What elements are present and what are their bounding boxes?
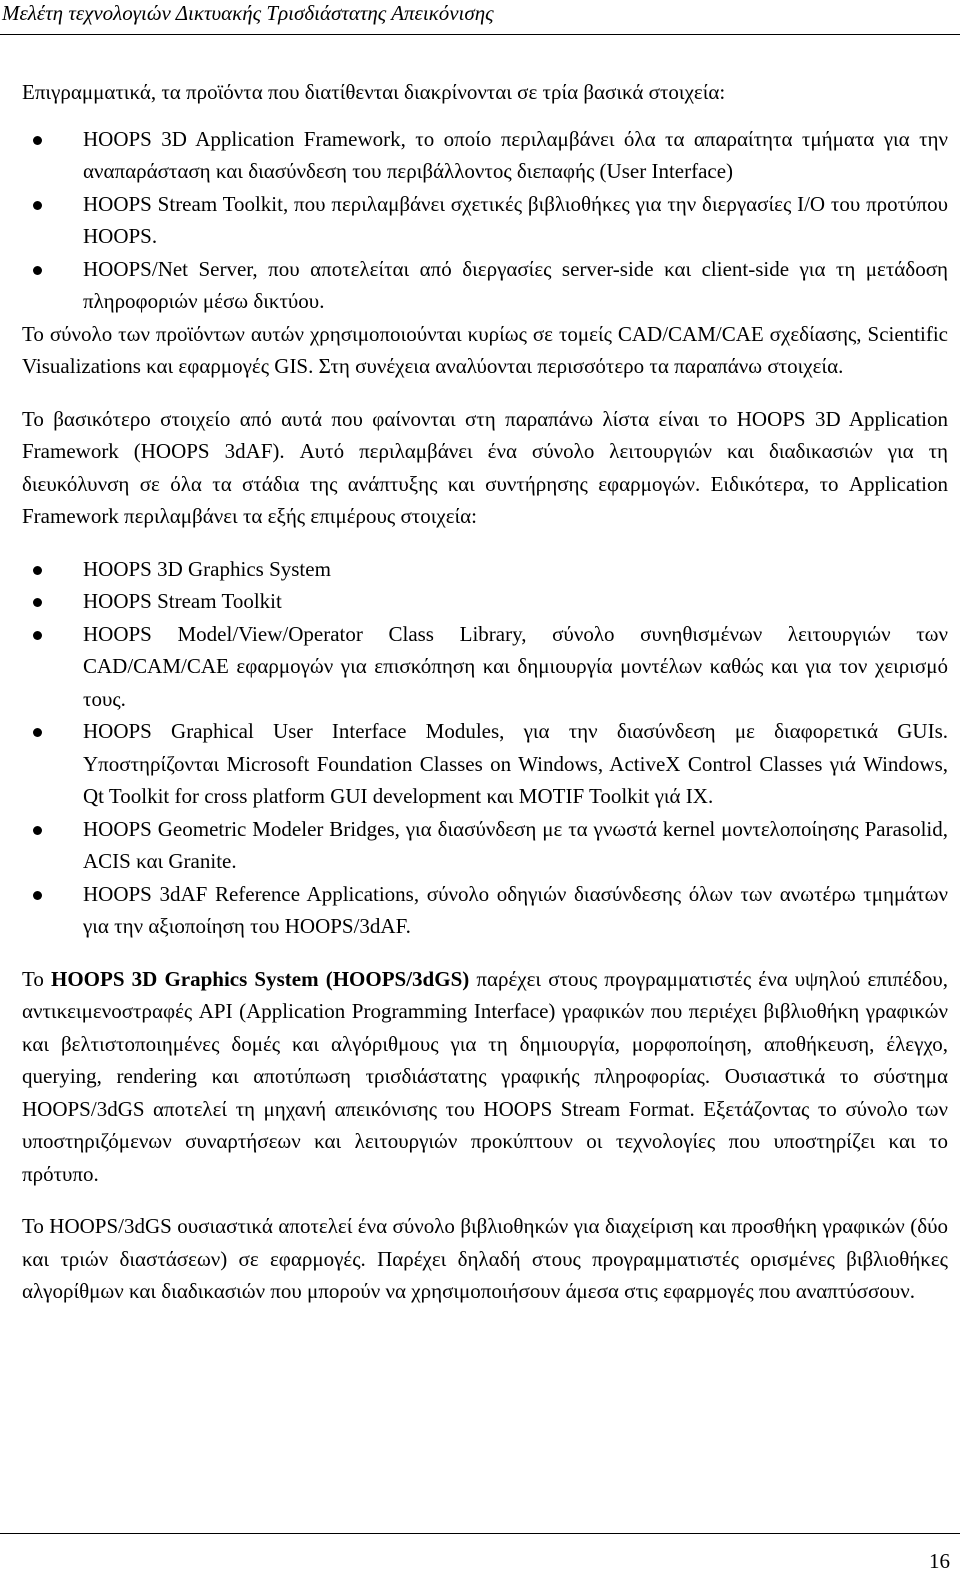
list-item-text: HOOPS Geometric Modeler Bridges, για διασύνδεση με τα γνωστά kernel μοντελοποίησης Parasolid, ACIS και Granite.: [83, 816, 948, 873]
paragraph-body: παρέχει στους προγραμματιστές ένα υψηλού επιπέδου, αντικειμενοστραφές API (Application Programming Interface) γραφικών που περιέχει βιβλιοθήκη γραφικών και βελτιστοποιημένες δομές και αλγόριθμους για τη δημιουργία, μορφοποίηση, αποθήκευση, έλεγχο, querying, rendering και αποτύπωση τρισδιάστατης γραφικής πληροφορίας. Ουσιαστικά το σύστημα HOOPS/3dGS αποτελεί τη μηχανή απεικόνισης του HOOPS Stream Format. Εξετάζοντας το σύνολο των υποστηριζόμενων συναρτήσεων και λειτουργιών προκύπτουν οι τεχνολογίες που υποστηρίζει και το πρότυπο.: [22, 966, 948, 1186]
list-item-text: HOOPS/Net Server, που αποτελείται από διεργασίες server-side και client-side για τη μετάδοση πληροφοριών μέσω δικτύου.: [83, 256, 948, 313]
list-item: [22, 715, 948, 813]
bullet-icon: [33, 826, 42, 835]
page-header: [0, 0, 960, 40]
framework-paragraph: Το βασικότερο στοιχείο από αυτά που φαίνονται στη παραπάνω λίστα είναι το HOOPS 3D Application Framework (HOOPS 3dAF). Αυτό περιλαμβάνει ένα σύνολο λειτουργιών και διαδικασιών για τη διευκόλυνση σε όλα τα στάδια της ανάπτυξης και συντήρησης εφαρμογών. Ειδικότερα, το Application Framework περιλαμβάνει τα εξής επιμέρους στοιχεία:: [22, 406, 948, 528]
list-item-text: HOOPS Model/View/Operator Class Library, σύνολο συνηθισμένων λειτουργιών των CAD/CAM/CAE εφαρμογών για επισκόπηση και δημιουργία μοντέλων καθώς και για τον χειρισμό τους.: [83, 621, 948, 711]
footer-divider: [0, 1533, 960, 1534]
bullet-icon: [33, 136, 42, 145]
intro-paragraph: Επιγραμματικά, τα προϊόντα που διατίθενται διακρίνονται σε τρία βασικά στοιχεία:: [22, 80, 726, 104]
list-item: [22, 878, 948, 943]
bullet-icon: [33, 266, 42, 275]
paragraph-prefix: Το: [22, 966, 52, 991]
bullet-icon: [33, 728, 42, 737]
spacer: [22, 1190, 948, 1210]
framework-items-list: [22, 553, 948, 943]
list-item-text: HOOPS Stream Toolkit, που περιλαμβάνει σχετικές βιβλιοθήκες για την διεργασίες I/O του προτύπου HOOPS.: [83, 191, 948, 248]
list-item: [22, 553, 948, 586]
spacer: [22, 533, 948, 553]
products-list: [22, 123, 948, 318]
spacer: [22, 109, 948, 123]
list-item: [22, 253, 948, 318]
bullet-icon: [33, 566, 42, 575]
spacer: [22, 383, 948, 403]
bullet-icon: [33, 891, 42, 900]
list-item: [22, 813, 948, 878]
spacer: [22, 943, 948, 963]
bullet-icon: [33, 598, 42, 607]
list-item-text: HOOPS Graphical User Interface Modules, για την διασύνδεση με διαφορετικά GUIs. Υποστηρίζονται Microsoft Foundation Classes on Windows, ActiveX Control Classes γιά Windows, Qt Toolkit for cross platform GUI development και MOTIF Toolkit γιά IX.: [83, 719, 948, 808]
document-body: [22, 76, 948, 1308]
list-item-text: HOOPS 3dAF Reference Applications, σύνολο οδηγιών διασύνδεσης όλων των ανωτέρω τμημάτων για την αξιοποίηση του HOOPS/3dAF.: [83, 881, 948, 938]
list-item-text: HOOPS 3D Application Framework, το οποίο περιλαμβάνει όλα τα απαραίτητα τμήματα για την αναπαράσταση και διασύνδεση του περιβάλλοντος διεπαφής (User Interface): [83, 126, 948, 183]
graphics-system-term: HOOPS 3D Graphics System (HOOPS/3dGS): [51, 966, 470, 991]
list-item: [22, 618, 948, 716]
list-item-text: HOOPS 3D Graphics System: [83, 556, 331, 581]
list-item-text: HOOPS Stream Toolkit: [83, 589, 282, 613]
bullet-icon: [33, 631, 42, 640]
bullet-icon: [33, 201, 42, 210]
library-paragraph: Το HOOPS/3dGS ουσιαστικά αποτελεί ένα σύνολο βιβλιοθηκών για διαχείριση και προσθήκη γραφικών (δύο και τριών διαστάσεων) σε εφαρμογές. Παρέχει δηλαδή στους προγραμματιστές ορισμένες βιβλιοθήκες αλγορίθμων και διαδικασιών που μπορούν να χρησιμοποιήσουν άμεσα στις εφαρμογές που αναπτύσσουν.: [22, 1214, 948, 1303]
page-number: 16: [929, 1549, 950, 1573]
header-divider: [0, 34, 960, 35]
list-item: [22, 123, 948, 188]
list-item: [22, 188, 948, 253]
header-title: Μελέτη τεχνολογιών Δικτυακής Τρισδιάστατης Απεικόνισης: [2, 1, 494, 25]
sectors-paragraph: Το σύνολο των προϊόντων αυτών χρησιμοποιούνται κυρίως σε τομείς CAD/CAM/CAE σχεδίασης, Scientific Visualizations και εφαρμογές GIS. Στη συνέχεια αναλύονται περισσότερο τα παραπάνω στοιχεία.: [22, 321, 948, 378]
graphics-system-paragraph: [22, 963, 948, 1191]
list-item: [22, 585, 948, 618]
